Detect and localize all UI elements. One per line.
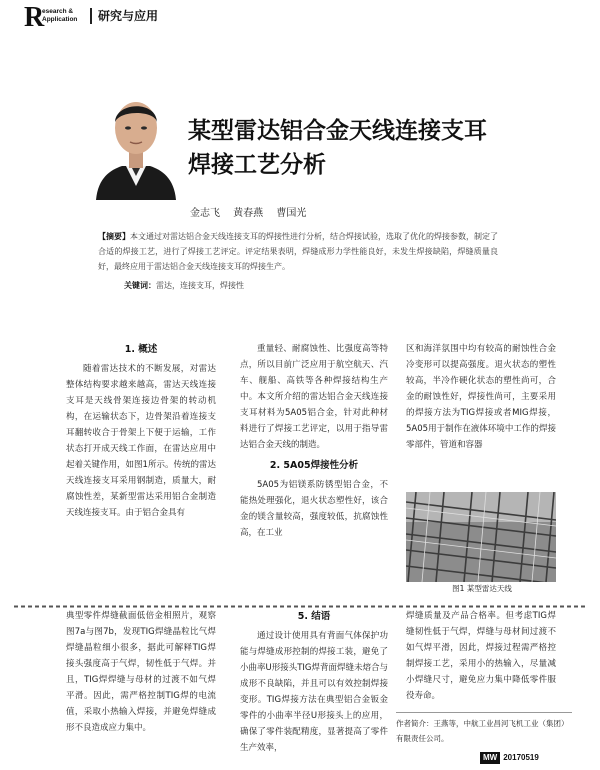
issue-number: 20170519: [503, 753, 539, 762]
abstract-label: 【摘要】: [98, 232, 130, 241]
section-title: 研究与应用: [98, 9, 159, 23]
section-divider: [14, 594, 586, 599]
column-6-text: 焊缝质量及产品合格率。但考虑TIG焊缝韧性低于气焊，焊缝与母材间过渡不如气焊平滑，因此，焊接过程需严格控制焊接工艺，采用小的热输入，尽量减小焊缝尺寸，避免应力集中降低零件服役寿命。: [406, 611, 556, 701]
figure-radar-antenna: [406, 492, 556, 582]
column-4: [66, 608, 216, 736]
author-note: 作者简介：王燕等，中航工业昌河飞机工业（集团）有限责任公司。: [396, 719, 569, 743]
issue-footer: [480, 752, 539, 764]
heading-overview: 1. 概述: [124, 344, 158, 355]
column-2-text: 重量轻、耐腐蚀性、比强度高等特点，所以目前广泛应用于航空航天、汽车、舰船、高铁等各种焊接结构生产中。本文所介绍的雷达铝合金天线连接支耳材料为5A05铝合金，针对此种材料进行了焊接工艺评定，以用于指导雷达铝合金天线的制造。: [240, 344, 388, 450]
column-3-text: 区和海洋氛围中均有较高的耐蚀性合金冷变形可以提高强度。退火状态的塑性较高，半冷作硬化状态的塑性尚可，合金的耐蚀性好，焊接性尚可，主要采用的焊接方法为TIG焊接或者MIG焊接，5A05用于制作在液体环境中工作的焊接零部件，管道和容器: [406, 344, 556, 450]
column-2-text-2: 5A05为铝镁系防锈型铝合金，不能热处理强化，退火状态塑性好，该合金的镁含量较高，强度较低，抗腐蚀性高，在工业: [240, 480, 388, 538]
keywords-text: 雷达，连接支耳，焊接性: [156, 281, 244, 290]
column-1: [66, 341, 216, 521]
abstract: [98, 229, 498, 274]
article-title-line-1: 某型雷达铝合金天线连接支耳: [188, 118, 487, 144]
section-logo-text: [42, 8, 77, 24]
article-authors: 金志飞 黄春燕 曹国光: [190, 208, 307, 219]
journal-badge: MW: [480, 752, 500, 764]
column-1-text: 随着雷达技术的不断发展，对雷达整体结构要求越来越高，雷达天线连接支耳是天线骨架连接边骨架的转动机构，在运输状态下，边骨架沿着连接支耳翻转收合于骨架上下便于运输，工作状态打开成天线工作面，在雷达应用中起着关键作用，如图1所示。传统的雷达天线连接支耳采用钢制造，质量大，耐腐蚀性差，某新型雷达采用铝合金制造天线连接支耳。由于铝合金具有: [66, 364, 216, 518]
column-2: [240, 341, 388, 541]
article-title-line-2: 焊接工艺分析: [188, 152, 326, 178]
column-4-text: 典型零件焊缝截面低倍金相照片，观察图7a与图7b，发现TIG焊缝晶粒比气焊焊缝晶粒细小很多，据此可解释TIG焊接头强度高于气焊，韧性低于气焊。并且，TIG焊焊缝与母材的过渡不如气焊平滑。因此，需严格控制TIG焊的电流值，采取小热输入焊接，并避免焊缝成形不良造成应力集中。: [66, 611, 216, 733]
keywords: [124, 280, 244, 292]
header-divider: [90, 8, 92, 24]
figure-caption: 图1 某型雷达天线: [452, 584, 512, 593]
logo-line-2: Application: [42, 16, 78, 23]
keywords-label: 关键词：: [124, 281, 156, 290]
heading-conclusion: 5. 结语: [297, 611, 331, 622]
column-5: [240, 608, 388, 756]
author-note-rule: [396, 712, 572, 713]
logo-line-1: esearch &: [42, 8, 74, 15]
heading-weldability: 2. 5A05焊接性分析: [269, 460, 359, 471]
author-photo: [92, 82, 180, 200]
column-6: [406, 608, 556, 704]
article-title: [188, 114, 548, 182]
column-3: [406, 341, 556, 453]
column-5-text: 通过设计使用具有背面气体保护功能与焊缝成形控制的焊接工装，避免了小曲率U形接头TIG焊背面焊缝未熔合与成形不良缺陷，并且可以有效控制焊接变形。TIG焊接方法在典型铝合金钣金零件的小曲率半径U形接头上的应用，确保了零件装配精度，显著提高了零件生产效率，: [240, 631, 389, 753]
section-logo-letter: R: [24, 2, 45, 33]
abstract-text: 本文通过对雷达铝合金天线连接支耳的焊接性进行分析，结合焊接试验，选取了优化的焊接参数，制定了合适的焊接工艺，进行了焊接工艺评定。评定结果表明，焊缝成形力学性能良好，未发生焊接缺陷，焊缝质量良好，最终应用于雷达铝合金天线连接支耳的焊接生产。: [98, 232, 498, 271]
